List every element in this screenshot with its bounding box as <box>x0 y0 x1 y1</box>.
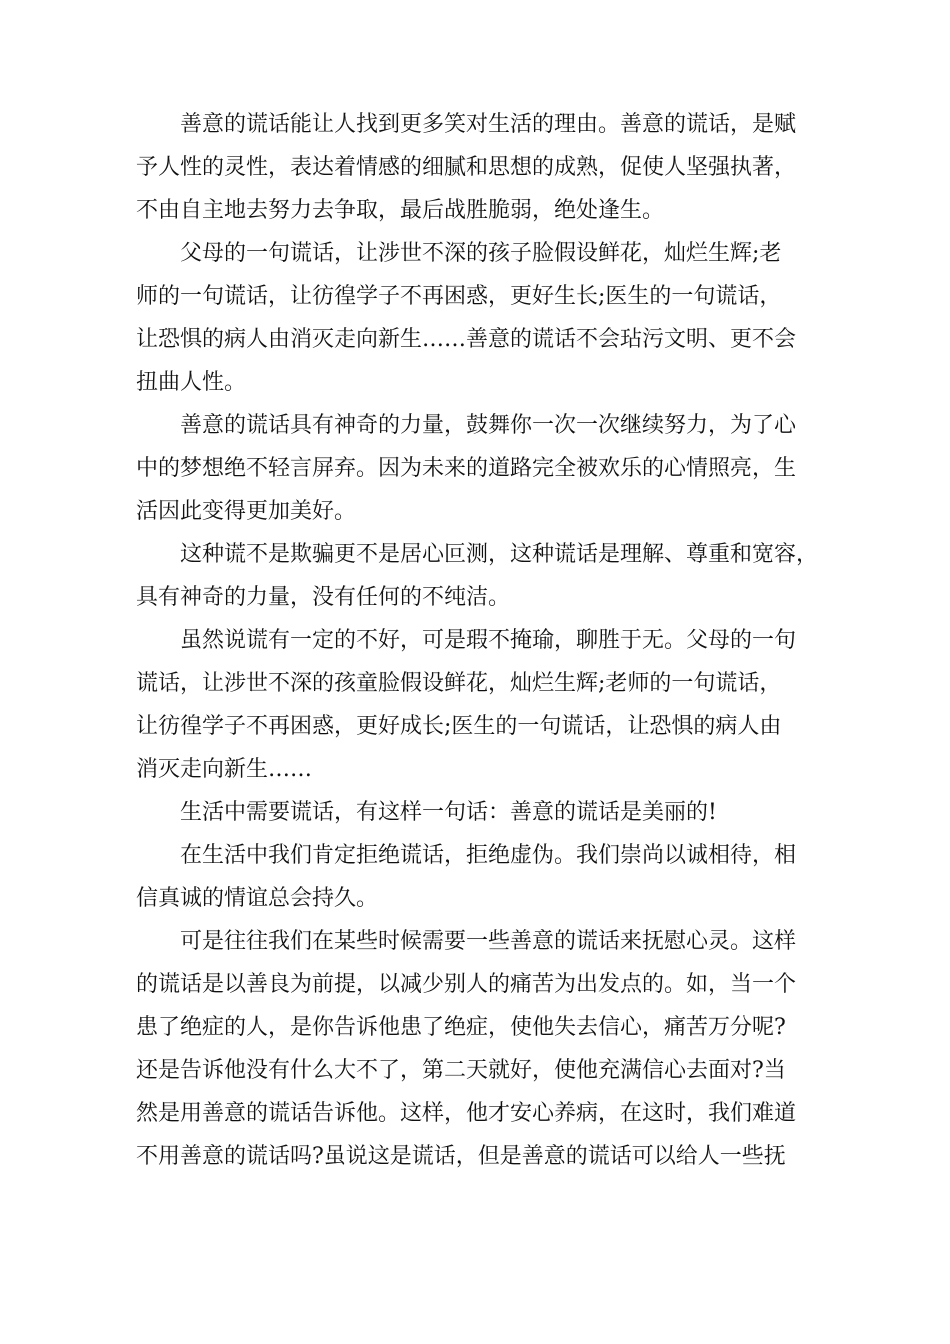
text-line: 患了绝症的人，是你告诉他患了绝症，使他失去信心，痛苦万分呢? <box>136 1015 786 1040</box>
text-line: 让恐惧的病人由消灭走向新生……善意的谎话不会玷污文明、更不会 <box>136 327 797 352</box>
text-line: 不用善意的谎话吗?虽说这是谎话，但是善意的谎话可以给人一些抚 <box>136 1144 786 1169</box>
text-line: 这种谎不是欺骗更不是居心叵测，这种谎话是理解、尊重和宽容， <box>180 542 819 567</box>
paragraph-8 <box>136 920 826 1178</box>
text-line: 扭曲人性。 <box>136 370 247 395</box>
text-line: 中的梦想绝不轻言屏弃。因为未来的道路完全被欢乐的心情照亮，生 <box>136 456 797 481</box>
text-line: 还是告诉他没有什么大不了，第二天就好，使他充满信心去面对?当 <box>136 1058 786 1083</box>
paragraph-1 <box>136 103 826 232</box>
paragraph-7 <box>136 834 826 920</box>
text-line: 具有神奇的力量，没有任何的不纯洁。 <box>136 585 511 610</box>
text-line: 然是用善意的谎话告诉他。这样，他才安心养病，在这时，我们难道 <box>136 1101 797 1126</box>
text-line: 善意的谎话具有神奇的力量，鼓舞你一次一次继续努力，为了心 <box>180 413 797 438</box>
text-line: 不由自主地去努力去争取，最后战胜脆弱，绝处逢生。 <box>136 198 665 223</box>
document-body <box>136 103 826 1178</box>
paragraph-2 <box>136 232 826 404</box>
text-line: 生活中需要谎话，有这样一句话：善意的谎话是美丽的! <box>180 800 717 825</box>
text-line: 信真诚的情谊总会持久。 <box>136 886 379 911</box>
text-line: 善意的谎话能让人找到更多笑对生活的理由。善意的谎话，是赋 <box>180 112 797 137</box>
text-line: 师的一句谎话，让彷徨学子不再困惑，更好生长;医生的一句谎话， <box>136 284 782 309</box>
text-line: 在生活中我们肯定拒绝谎话，拒绝虚伪。我们崇尚以诚相待，相 <box>180 843 797 868</box>
paragraph-5 <box>136 619 826 791</box>
text-line: 活因此变得更加美好。 <box>136 499 357 524</box>
text-line: 让彷徨学子不再困惑，更好成长;医生的一句谎话，让恐惧的病人由 <box>136 714 782 739</box>
text-line: 虽然说谎有一定的不好，可是瑕不掩瑜，聊胜于无。父母的一句 <box>180 628 797 653</box>
paragraph-3 <box>136 404 826 533</box>
text-line: 消灭走向新生…… <box>136 757 313 782</box>
paragraph-4 <box>136 533 826 619</box>
text-line: 的谎话是以善良为前提，以减少别人的痛苦为出发点的。如，当一个 <box>136 972 797 997</box>
text-line: 父母的一句谎话，让涉世不深的孩子脸假设鲜花，灿烂生辉;老 <box>180 241 782 266</box>
text-line: 予人性的灵性，表达着情感的细腻和思想的成熟，促使人坚强执著， <box>136 155 797 180</box>
text-line: 谎话，让涉世不深的孩童脸假设鲜花，灿烂生辉;老师的一句谎话， <box>136 671 782 696</box>
paragraph-6 <box>136 791 826 834</box>
text-line: 可是往往我们在某些时候需要一些善意的谎话来抚慰心灵。这样 <box>180 929 797 954</box>
